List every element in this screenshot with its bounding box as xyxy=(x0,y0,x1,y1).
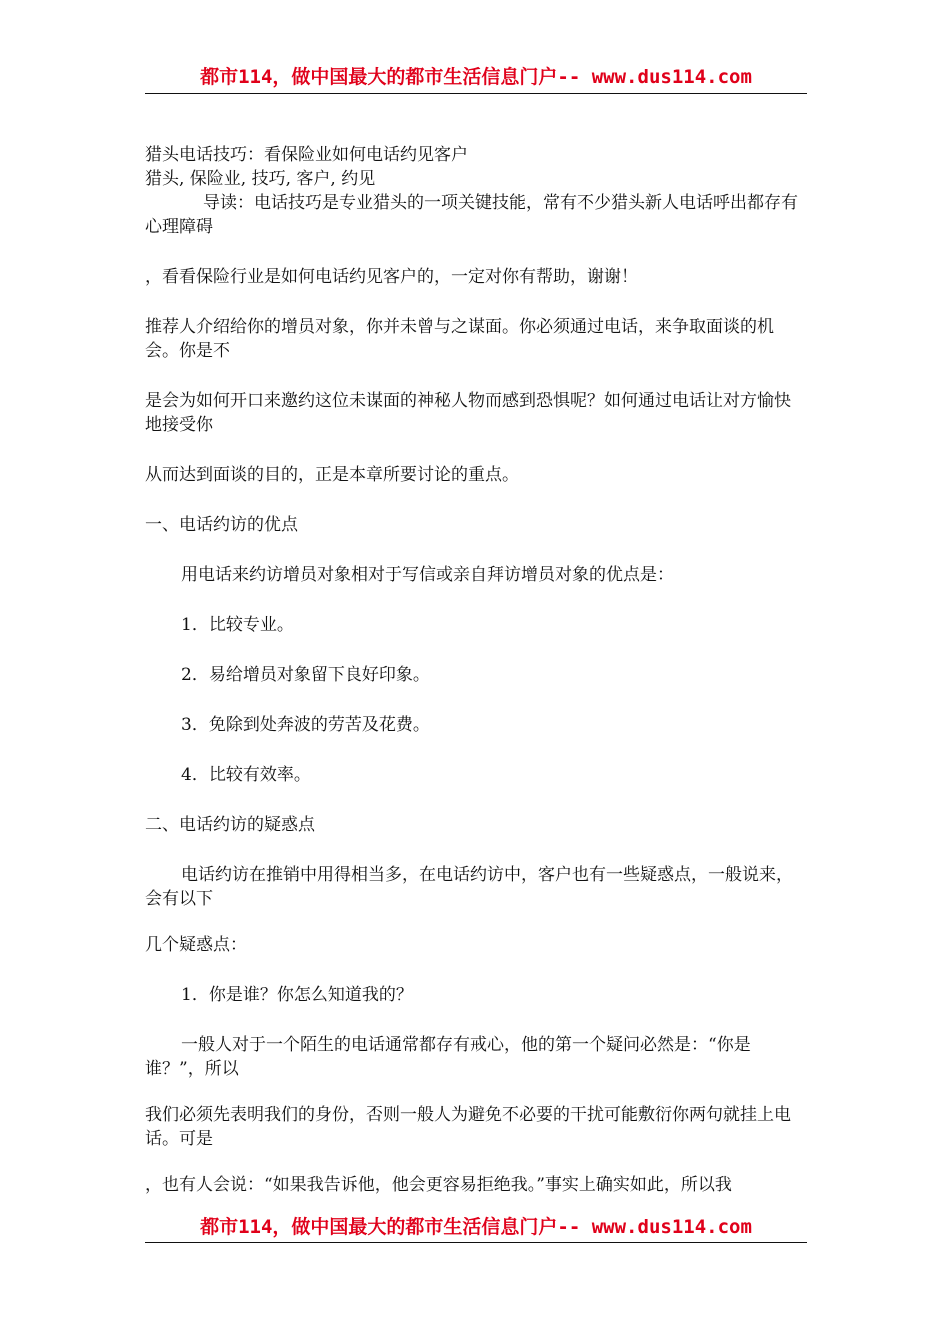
paragraph: 几个疑惑点： xyxy=(145,935,247,955)
paragraph: 推荐人介绍给你的增员对象，你并未曾与之谋面。你必须通过电话，来争取面谈的机会。你是不 xyxy=(145,317,774,361)
header-banner: 都市114，做中国最大的都市生活信息门户-- www.dus114.com xyxy=(200,66,752,88)
section-lead: 用电话来约访增员对象相对于写信或亲自拜访增员对象的优点是： xyxy=(181,565,674,585)
list-item: 3．免除到处奔波的劳苦及花费。 xyxy=(181,715,430,735)
list-item: 2．易给增员对象留下良好印象。 xyxy=(181,665,430,685)
footer-rule xyxy=(145,1242,807,1243)
section-lead: 电话约访在推销中用得相当多，在电话约访中，客户也有一些疑惑点，一般说来，会有以下 xyxy=(145,865,793,909)
paragraph: 是会为如何开口来邀约这位未谋面的神秘人物而感到恐惧呢？如何通过电话让对方愉快地接受你 xyxy=(145,391,791,435)
paragraph: ，看看保险行业是如何电话约见客户的，一定对你有帮助，谢谢！ xyxy=(145,267,638,287)
list-item: 4．比较有效率。 xyxy=(181,765,311,785)
footer-banner: 都市114，做中国最大的都市生活信息门户-- www.dus114.com xyxy=(200,1216,752,1238)
paragraph: 从而达到面谈的目的，正是本章所要讨论的重点。 xyxy=(145,465,519,485)
article-intro: 导读：电话技巧是专业猎头的一项关键技能，常有不少猎头新人电话呼出都存有心理障碍 xyxy=(145,193,798,237)
section-heading: 一、电话约访的优点 xyxy=(145,515,298,535)
list-item: 1．比较专业。 xyxy=(181,615,294,635)
paragraph: ，也有人会说：“如果我告诉他，他会更容易拒绝我。”事实上确实如此，所以我 xyxy=(145,1175,732,1195)
header-rule xyxy=(145,93,807,94)
list-item: 1．你是谁？你怎么知道我的？ xyxy=(181,985,413,1005)
article-keywords: 猎头, 保险业, 技巧, 客户, 约见 xyxy=(145,169,376,189)
article-title: 猎头电话技巧：看保险业如何电话约见客户 xyxy=(145,145,468,165)
paragraph: 我们必须先表明我们的身份，否则一般人为避免不必要的干扰可能敷衍你两句就挂上电话。可是 xyxy=(145,1105,791,1149)
article-body xyxy=(145,143,807,1197)
paragraph: 一般人对于一个陌生的电话通常都存有戒心，他的第一个疑问必然是：“你是谁？”，所以 xyxy=(145,1035,751,1079)
section-heading: 二、电话约访的疑惑点 xyxy=(145,815,315,835)
